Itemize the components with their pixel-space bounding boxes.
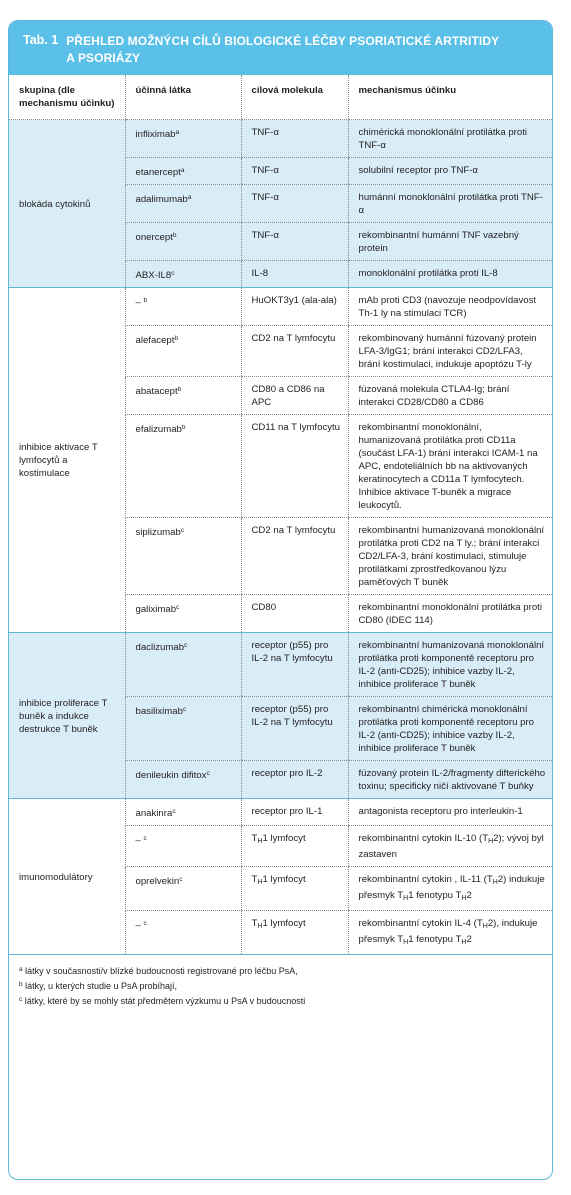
agent-footnote-mark: c: [179, 876, 183, 883]
agent-footnote-mark: c: [171, 270, 175, 277]
agent-cell: [125, 120, 241, 158]
agent-cell: [125, 415, 241, 518]
agent-name: –: [135, 297, 141, 308]
target-cell: $T_H1$ lymfocyt: [241, 911, 348, 955]
agent-footnote-mark: c: [184, 642, 188, 649]
group-label: blokáda cytokinů: [9, 120, 125, 288]
agent-footnote-mark: a: [187, 194, 192, 201]
agent-cell: [125, 288, 241, 326]
target-cell: receptor (p55) pro IL-2 na T lymfocytu: [241, 633, 348, 697]
agent-cell: [125, 799, 241, 826]
footnote-mark: a: [19, 966, 23, 973]
targets-table: [9, 75, 552, 955]
table-row: [9, 633, 552, 697]
table-frame: [8, 20, 553, 1180]
table-title-bar: [9, 21, 552, 75]
target-cell: $T_H1$ lymfocyt: [241, 867, 348, 911]
footnote-text: látky, které by se mohly stát předmětem výzkumu u PsA v budoucnosti: [24, 996, 306, 1006]
agent-name: basiliximab: [135, 706, 183, 717]
agent-name: –: [135, 920, 141, 931]
table-group: [9, 633, 552, 799]
footnote-text: látky, u kterých studie u PsA probíhají,: [25, 981, 178, 991]
group-label: inhibice proliferace T buněk a indukce destrukce T buněk: [9, 633, 125, 799]
target-cell: CD2 na T lymfocytu: [241, 518, 348, 595]
target-cell: CD11 na T lymfocytu: [241, 415, 348, 518]
target-cell: HuOKT3y1 (ala-ala): [241, 288, 348, 326]
agent-footnote-mark: a: [180, 167, 185, 174]
footnote-mark: c: [19, 996, 23, 1003]
target-cell: IL-8: [241, 261, 348, 288]
header-agent: účinná látka: [125, 75, 241, 120]
agent-name: etanercept: [135, 167, 181, 178]
target-cell: TNF-α: [241, 223, 348, 261]
footnote-a: [19, 963, 542, 978]
agent-footnote-mark: c: [182, 706, 187, 713]
agent-cell: [125, 326, 241, 377]
agent-footnote-mark: c: [206, 770, 210, 777]
footnote-c: [19, 993, 542, 1008]
agent-footnote-mark: c: [143, 835, 147, 842]
agent-name: onercept: [135, 232, 173, 243]
target-cell: receptor pro IL-2: [241, 761, 348, 799]
target-cell: $T_H1$ lymfocyt: [241, 826, 348, 867]
mechanism-cell: rekombinantní humanizovaná monoklonální protilátka proti CD2 na T ly.; brání interakci CD2/LFA-3, brání kostimulaci, stimuluje protilátkami zprostředkovanou lýzu paměťových T buněk: [348, 518, 552, 595]
agent-cell: [125, 518, 241, 595]
table-number: Tab. 1: [23, 33, 59, 47]
table-row: [9, 288, 552, 326]
target-cell: receptor pro IL-1: [241, 799, 348, 826]
target-cell: TNF-α: [241, 185, 348, 223]
mechanism-cell: rekombinantní monoklonální, humanizovaná protilátka proti CD11a (součást LFA-1) brání interakci ICAM-1 na APC, endoteliálních bb na aktivovaných keratinocytech a CD11a T lymfocytech. Inhibice aktivace T-buněk a migrace leukocytů.: [348, 415, 552, 518]
mechanism-cell: chimérická monoklonální protilátka proti TNF-α: [348, 120, 552, 158]
mechanism-cell: rekombinantní humanizovaná monoklonální protilátka proti komponentě receptoru pro IL-2 (anti-CD25); inhibice vazby IL-2, inhibice proliferace T buněk: [348, 633, 552, 697]
mechanism-cell: fúzovaná molekula CTLA4-Ig; brání interakci CD28/CD80 a CD86: [348, 377, 552, 415]
agent-cell: [125, 826, 241, 867]
agent-name: galiximab: [135, 604, 177, 615]
agent-name: alefacept: [135, 335, 175, 346]
agent-footnote-mark: c: [180, 527, 185, 534]
agent-cell: [125, 911, 241, 955]
mechanism-cell: antagonista receptoru pro interleukin-1: [348, 799, 552, 826]
mechanism-cell: rekombinantní cytokin IL-4 $(T_H2)$, indukuje přesmyk $T_H1$ fenotypu $T_H2$: [348, 911, 552, 955]
agent-footnote-mark: b: [172, 232, 177, 239]
agent-name: infliximab: [135, 129, 176, 140]
mechanism-cell: rekombinantní cytokin , IL-11 $(T_H2)$ indukuje přesmyk $T_H1$ fenotypu $T_H2$: [348, 867, 552, 911]
agent-footnote-mark: c: [172, 808, 176, 815]
footnotes: [9, 955, 552, 1008]
agent-name: adalimumab: [135, 194, 188, 205]
agent-name: oprelvekin: [135, 876, 180, 887]
agent-name: –: [135, 835, 141, 846]
agent-name: siplizumab: [135, 527, 181, 538]
mechanism-cell: rekombinantní cytokin IL-10 $(T_H2)$; vývoj byl zastaven: [348, 826, 552, 867]
agent-name: denileukin difitox: [135, 770, 207, 781]
agent-cell: [125, 633, 241, 697]
footnote-text: látky v současnosti/v blízké budoucnosti registrované pro léčbu PsA,: [25, 966, 298, 976]
table-title-line-1: PŘEHLED MOŽNÝCH CÍLŮ BIOLOGICKÉ LÉČBY PSORIATICKÉ ARTRITIDY: [66, 34, 500, 48]
target-cell: receptor (p55) pro IL-2 na T lymfocytu: [241, 697, 348, 761]
agent-cell: [125, 761, 241, 799]
mechanism-cell: solubilní receptor pro TNF-α: [348, 158, 552, 185]
agent-footnote-mark: c: [176, 604, 180, 611]
agent-cell: [125, 867, 241, 911]
table-header-row: [9, 75, 552, 120]
agent-name: anakinra: [135, 808, 173, 819]
mechanism-cell: rekombinantní monoklonální protilátka proti CD80 (IDEC 114): [348, 595, 552, 633]
header-mechanism: mechanismus účinku: [348, 75, 552, 120]
group-label: inhibice aktivace T lymfocytů a kostimulace: [9, 288, 125, 633]
agent-name: abatacept: [135, 386, 178, 397]
agent-footnote-mark: c: [143, 920, 147, 927]
table-row: [9, 120, 552, 158]
table-group: [9, 799, 552, 955]
target-cell: TNF-α: [241, 158, 348, 185]
mechanism-cell: rekombinovaný humánní fúzovaný protein LFA-3/IgG1; brání interakci CD2/LFA3, brání kostimulaci, indukuje apoptózu T-ly: [348, 326, 552, 377]
footnote-mark: b: [19, 981, 23, 988]
agent-cell: [125, 223, 241, 261]
target-cell: TNF-α: [241, 120, 348, 158]
table-group: [9, 288, 552, 633]
table-row: [9, 799, 552, 826]
agent-cell: [125, 261, 241, 288]
target-cell: CD80 a CD86 na APC: [241, 377, 348, 415]
mechanism-cell: mAb proti CD3 (navozuje neodpovídavost Th-1 ly na stimulaci TCR): [348, 288, 552, 326]
header-target: cílová molekula: [241, 75, 348, 120]
table-title: [66, 33, 499, 75]
target-cell: CD80: [241, 595, 348, 633]
mechanism-cell: fúzovaný protein IL-2/fragmenty difterického toxinu; specificky ničí aktivované T buňky: [348, 761, 552, 799]
agent-cell: [125, 595, 241, 633]
agent-cell: [125, 185, 241, 223]
target-cell: CD2 na T lymfocytu: [241, 326, 348, 377]
agent-cell: [125, 377, 241, 415]
agent-footnote-mark: a: [175, 129, 180, 136]
footnote-b: [19, 978, 542, 993]
agent-name: efalizumab: [135, 424, 182, 435]
agent-name: ABX-IL8: [135, 270, 172, 281]
table-group: [9, 120, 552, 288]
agent-cell: [125, 158, 241, 185]
agent-name: daclizumab: [135, 642, 185, 653]
group-label: imunomodulátory: [9, 799, 125, 955]
agent-cell: [125, 697, 241, 761]
header-group: skupina (dle mechanismu účinku): [9, 75, 125, 120]
mechanism-cell: humánní monoklonální protilátka proti TNF-α: [348, 185, 552, 223]
agent-footnote-mark: b: [181, 424, 186, 431]
agent-footnote-mark: b: [177, 386, 182, 393]
table-title-line-2: A PSORIÁZY: [66, 51, 141, 65]
agent-footnote-mark: b: [143, 297, 148, 304]
agent-footnote-mark: b: [174, 335, 179, 342]
mechanism-cell: monoklonální protilátka proti IL-8: [348, 261, 552, 288]
mechanism-cell: rekombinantní humánní TNF vazebný protein: [348, 223, 552, 261]
mechanism-cell: rekombinantní chimérická monoklonální protilátka proti komponentě receptoru pro IL-2 (anti-CD25); inhibice vazby IL-2, inhibice proliferace T buněk: [348, 697, 552, 761]
